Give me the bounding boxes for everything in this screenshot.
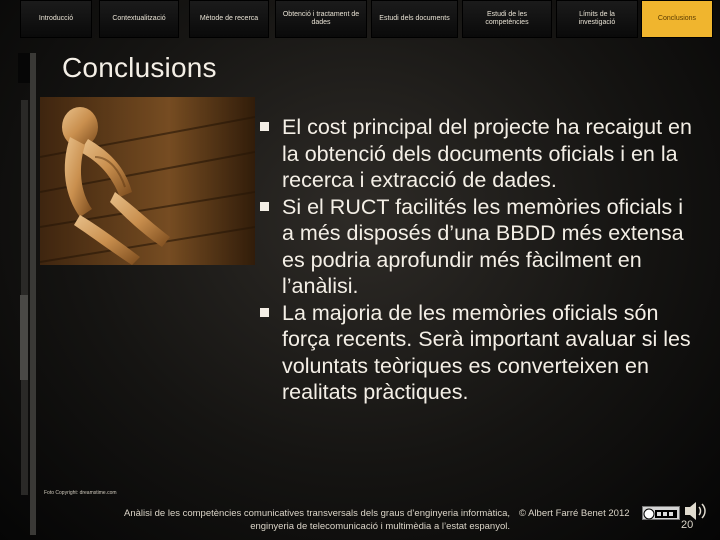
- bullet-text: La majoria de les memòries oficials són força recents. Serà important avaluar si les voluntats teòriques es converteixen en realitats pràctiques.: [282, 300, 691, 404]
- tab-metode-de-recerca[interactable]: Mètode de recerca: [189, 0, 269, 38]
- tab-obtencio-dades[interactable]: Obtenció i tractament de dades: [275, 0, 367, 38]
- wooden-figure-photo: [40, 97, 255, 265]
- left-accent-bar: [18, 53, 30, 83]
- bullet-text: Si el RUCT facilités les memòries oficials i a més disposés d’una BBDD més extensa es podria aprofundir més fàcilment en l’anàlisi.: [282, 194, 684, 298]
- tab-conclusions[interactable]: Conclusions: [641, 0, 713, 38]
- square-bullet-icon: [260, 308, 269, 317]
- page-number: 20: [681, 519, 694, 531]
- conclusions-list: [259, 114, 699, 406]
- tab-limits-investigacio[interactable]: Límits de la investigació: [556, 0, 638, 38]
- square-bullet-icon: [260, 122, 269, 131]
- list-item: [259, 114, 699, 194]
- tab-estudi-documents[interactable]: Estudi dels documents: [371, 0, 458, 38]
- list-item: [259, 194, 699, 300]
- square-bullet-icon: [260, 202, 269, 211]
- footer-line-1: Anàlisi de les competències comunicatives transversals dels graus d’enginyeria informàtica,: [124, 508, 510, 519]
- left-stripe-highlight: [20, 295, 28, 380]
- footer-subtitle: [60, 507, 510, 533]
- copyright-notice: © Albert Farré Benet 2012: [519, 508, 630, 519]
- tab-estudi-competencies[interactable]: Estudi de les competències: [462, 0, 552, 38]
- tab-introduccio[interactable]: Introducció: [20, 0, 92, 38]
- left-stripe: [30, 53, 36, 535]
- creative-commons-badge: [642, 506, 680, 520]
- page-title: Conclusions: [62, 52, 217, 83]
- list-item: [259, 300, 699, 406]
- footer-line-2: enginyeria de telecomunicació i multimèdia a l’estat espanyol.: [250, 521, 510, 532]
- bullet-text: El cost principal del projecte ha recaigut en la obtenció dels documents oficials i en la recerca i extracció de dades.: [282, 115, 692, 192]
- photo-credit: Foto Copyright: dreamstime.com: [44, 490, 117, 496]
- tab-contextualitzacio[interactable]: Contextualització: [99, 0, 179, 38]
- section-nav: [0, 0, 720, 40]
